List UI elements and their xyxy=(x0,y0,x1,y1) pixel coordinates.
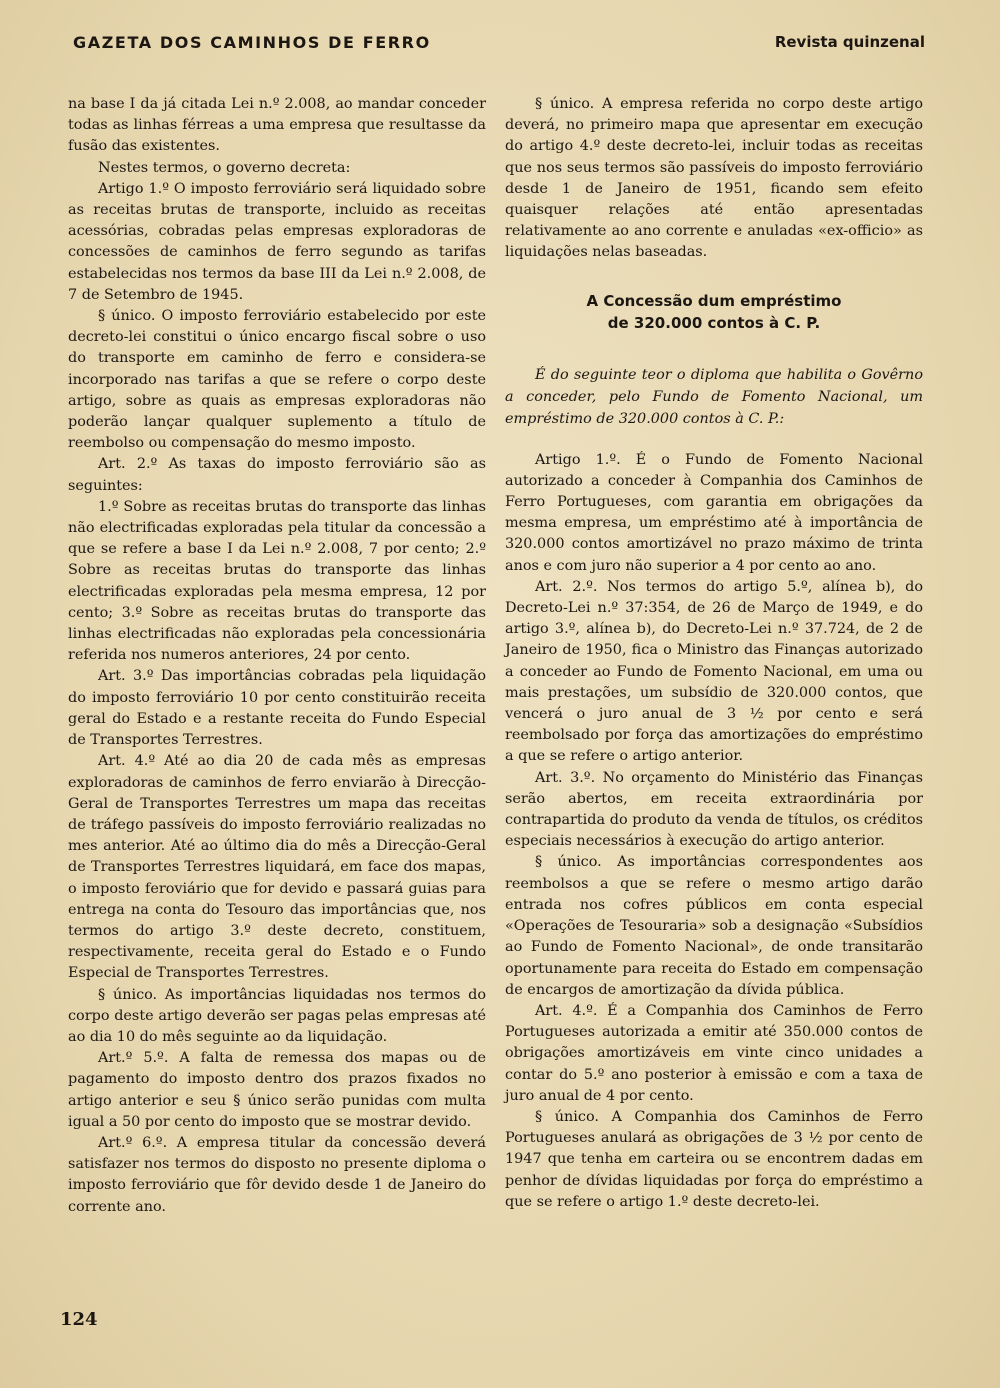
section-intro: É do seguinte teor o diploma que habilita o Govêrno a conceder, pelo Fundo de Fomento Nacional, um empréstimo de 320.000 contos à C. P.: xyxy=(505,366,923,427)
right-column xyxy=(505,94,923,1213)
left-column xyxy=(68,94,486,1218)
section-title xyxy=(505,290,923,334)
paragraph: na base I da já citada Lei n.º 2.008, ao mandar conceder todas as linhas férreas a uma empresa que resultasse da fusão das existentes. xyxy=(68,96,486,155)
paragraph: Art. 2.º As taxas do imposto ferroviário são as seguintes: xyxy=(68,456,486,494)
paragraph: Artigo 1.º. É o Fundo de Fomento Nacional autorizado a conceder à Companhia dos Caminhos de Ferro Portugueses, com garantia em obrigações da mesma empresa, um empréstimo até à importância de 320.000 contos amortizável no prazo máximo de trinta anos e com juro não superior a 4 por cento ao ano. xyxy=(505,451,923,574)
paragraph: Nestes termos, o governo decreta: xyxy=(98,159,351,176)
paragraph: Art. 2.º. Nos termos do artigo 5.º, alínea b), do Decreto-Lei n.º 37:354, de 26 de Março de 1949, e do artigo 3.º, alínea b), do Decreto-Lei n.º 37.724, de 2 de Janeiro de 1950, fica o Ministro das Finanças autorizado a conceder ao Fundo de Fomento Nacional, em uma ou mais prestações, um subsídio de 320.000 contos, que vencerá o juro anual de 3 ½ por cento e será reembolsado por força das amortizações do empréstimo a que se refere o artigo anterior. xyxy=(505,578,923,765)
paragraph: Art.º 6.º. A empresa titular da concessão deverá satisfazer nos termos do disposto no presente diploma o imposto ferroviário que fôr devido desde 1 de Janeiro do corrente ano. xyxy=(68,1134,486,1215)
paragraph: § único. A empresa referida no corpo deste artigo deverá, no primeiro mapa que apresentar em execução do artigo 4.º deste decreto-lei, incluir todas as receitas que nos seus termos são passíveis do imposto ferroviário desde 1 de Janeiro de 1951, ficando sem efeito quaisquer relações até então apresentadas relativamente ao ano corrente e anuladas «ex-officio» as liquidações nelas baseadas. xyxy=(505,96,923,261)
section-title-line: de 320.000 contos à C. P. xyxy=(607,313,821,332)
page-number: 124 xyxy=(60,1309,98,1330)
paragraph: Art. 4.º. É a Companhia dos Caminhos de Ferro Portugueses autorizada a emitir até 350.000 contos de obrigações amortizáveis em vinte cinco unidades a contar do 5.º ano posterior à emissão e com a taxa de juro anual de 4 por cento. xyxy=(505,1002,923,1104)
paragraph: § único. O imposto ferroviário estabelecido por este decreto-lei constitui o único encargo fiscal sobre o uso do transporte em caminho de ferro e considera-se incorporado nas tarifas a que se refere o corpo deste artigo, sobre as quais as empresas exploradoras não poderão lançar qualquer suplemento a título de reembolso ou compensação do mesmo imposto. xyxy=(68,308,486,452)
publication-subtitle: Revista quinzenal xyxy=(774,33,925,51)
paragraph: Art. 4.º Até ao dia 20 de cada mês as empresas exploradoras de caminhos de ferro enviarão à Direcção-Geral de Transportes Terrestres um mapa das receitas de tráfego passíveis do imposto ferroviário realizadas no mes anterior. Até ao último dia do mês a Direcção-Geral de Transportes Terrestres liquidará, em face dos mapas, o imposto feroviário que for devido e passará guias para entrega na conta do Tesouro das importâncias que, nos termos do artigo 3.º deste decreto, constituem, respectivamente, receita geral do Estado e o Fundo Especial de Transportes Terrestres. xyxy=(68,753,486,982)
paragraph: § único. As importâncias liquidadas nos termos do corpo deste artigo deverão ser pagas pelas empresas até ao dia 10 do mês seguinte ao da liquidação. xyxy=(68,986,486,1045)
section-title-line: A Concessão dum empréstimo xyxy=(586,291,842,310)
paragraph: Art. 3.º Das importâncias cobradas pela liquidação do imposto ferroviário 10 por cento constituirão receita geral do Estado e a restante receita do Fundo Especial de Transportes Terrestres. xyxy=(68,668,486,749)
paragraph: § único. As importâncias correspondentes aos reembolsos a que se refere o mesmo artigo darão entrada nos cofres públicos em conta especial «Operações de Tesouraria» sob a designação «Subsídios ao Fundo de Fomento Nacional», de onde transitarão oportunamente para receita do Estado em compensação de encargos de amortização da dívida pública. xyxy=(505,854,923,998)
paragraph: 1.º Sobre as receitas brutas do transporte das linhas não electrificadas exploradas pela titular da concessão a que se refere a base I da Lei n.º 2.008, 7 por cento; 2.º Sobre as receitas brutas do transporte das linhas electrificadas exploradas pela mesma empresa, 12 por cento; 3.º Sobre as receitas brutas do transporte das linhas electrificadas não exploradas pela concessionária referida nos numeros anteriores, 24 por cento. xyxy=(68,498,486,664)
paragraph: Artigo 1.º O imposto ferroviário será liquidado sobre as receitas brutas de transporte, incluido as receitas acessórias, cobradas pelas empresas exploradoras de concessões de caminhos de ferro segundo as tarifas estabelecidas nos termos da base III da Lei n.º 2.008, de 7 de Setembro de 1945. xyxy=(68,180,486,303)
paragraph: Art.º 5.º. A falta de remessa dos mapas ou de pagamento do imposto dentro dos prazos fixados no artigo anterior e seu § único serão punidas com multa igual a 50 por cento do imposto que se mostrar devido. xyxy=(68,1050,486,1130)
publication-title: GAZETA DOS CAMINHOS DE FERRO xyxy=(73,33,431,52)
paragraph: Art. 3.º. No orçamento do Ministério das Finanças serão abertos, em receita extraordinária por contrapartida do produto da venda de títulos, os créditos especiais necessários à execução do artigo anterior. xyxy=(505,769,923,850)
paragraph: § único. A Companhia dos Caminhos de Ferro Portugueses anulará as obrigações de 3 ½ por cento de 1947 que tenha em carteira ou se encontrem dadas em penhor de dívidas liquidadas por força do empréstimo a que se refere o artigo 1.º deste decreto-lei. xyxy=(505,1108,923,1210)
